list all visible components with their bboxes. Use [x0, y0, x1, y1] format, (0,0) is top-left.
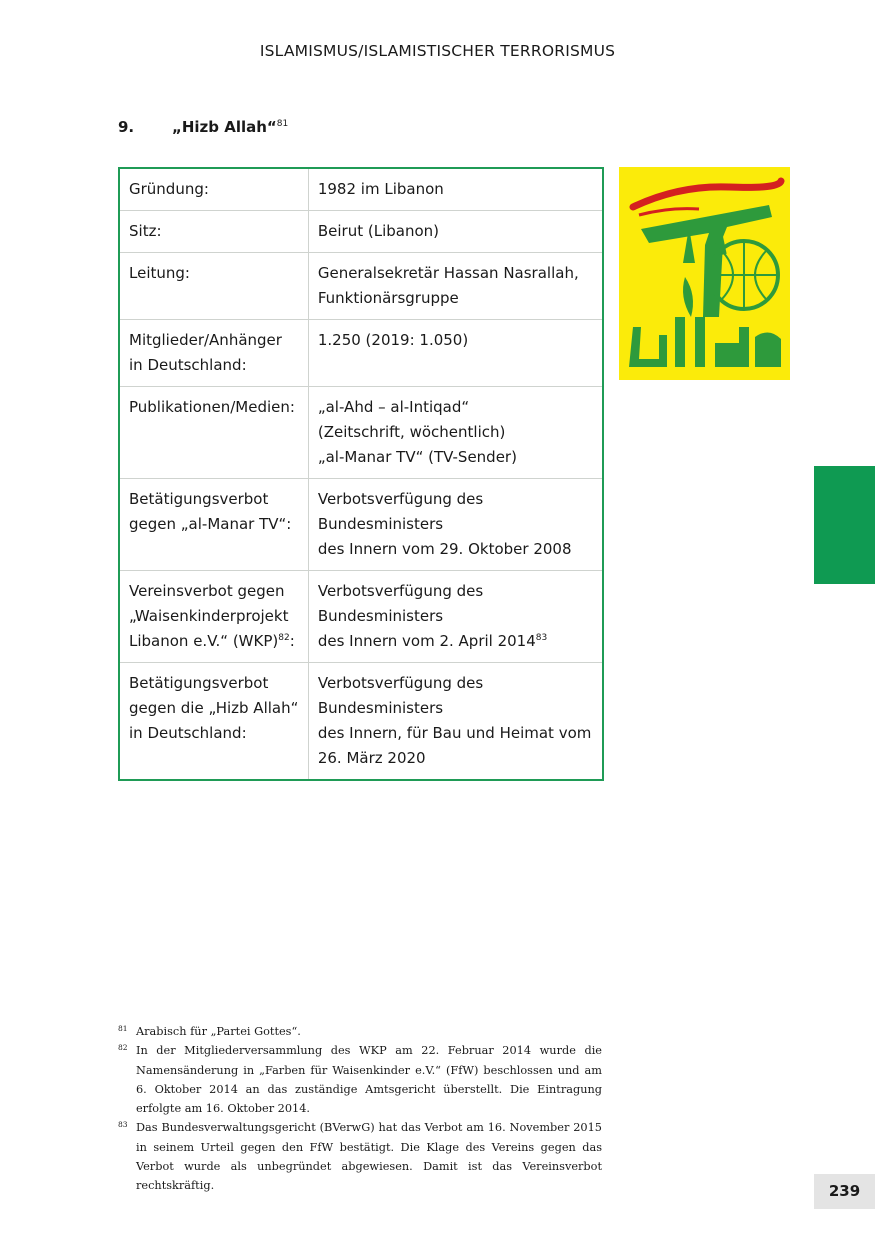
footnote-ref[interactable]: 82 [278, 633, 290, 643]
footnote [118, 1041, 602, 1118]
row-value [308, 663, 603, 781]
row-value [308, 571, 603, 663]
value-line: 26. März 2020 [317, 749, 426, 767]
page-number: 239 [814, 1174, 875, 1209]
footnote-number: 81 [118, 1024, 128, 1033]
row-value [308, 320, 603, 387]
table-row [119, 479, 603, 571]
row-value [308, 479, 603, 571]
row-value [308, 211, 603, 253]
section-title: „Hizb Allah“ [172, 118, 277, 136]
label-line: in Deutschland: [129, 724, 247, 742]
footnote [118, 1022, 602, 1041]
value-line: Verbotsverfügung des Bundesministers [317, 582, 484, 625]
label-line: Leitung: [129, 264, 190, 282]
value-line: des Innern, für Bau und Heimat vom [317, 724, 592, 742]
label-line: Libanon e.V.“ (WKP) [129, 632, 279, 650]
label-line: Mitglieder/Anhänger [129, 331, 282, 349]
row-label [119, 663, 308, 781]
fact-table [118, 167, 604, 781]
row-value [308, 253, 603, 320]
row-label [119, 168, 308, 211]
value-line: Funktionärsgruppe [317, 289, 459, 307]
flag-emblem [619, 167, 790, 380]
row-label [119, 211, 308, 253]
value-line: Verbotsverfügung des Bundesministers [317, 674, 484, 717]
label-line: in Deutschland: [129, 356, 247, 374]
table-row [119, 320, 603, 387]
footnote-number: 82 [118, 1043, 128, 1053]
value-line: „al-Manar TV“ (TV-Sender) [317, 448, 517, 466]
running-title: ISLAMISMUS/ISLAMISTISCHER TERRORISMUS [259, 42, 616, 60]
row-label [119, 253, 308, 320]
label-line: Vereinsverbot gegen [129, 582, 285, 600]
label-line: „Waisenkinderprojekt [129, 607, 289, 625]
footnote-ref[interactable]: 83 [535, 633, 548, 643]
label-line: gegen „al-Manar TV“: [129, 515, 292, 533]
value-line: 1.250 (2019: 1.050) [317, 331, 469, 349]
label-line: Gründung: [129, 180, 209, 198]
label-line: Betätigungsverbot [129, 674, 269, 692]
table-row [119, 387, 603, 479]
table-row [119, 211, 603, 253]
footnotes [118, 1022, 602, 1196]
section-number: 9. [118, 118, 135, 136]
label-line: Betätigungsverbot [129, 490, 269, 508]
table-row [119, 253, 603, 320]
hizb-allah-flag-icon [619, 167, 790, 380]
value-line: „al-Ahd – al-Intiqad“ [317, 398, 470, 416]
label-line: Sitz: [129, 222, 162, 240]
value-line: (Zeitschrift, wöchentlich) [317, 423, 506, 441]
row-value [308, 387, 603, 479]
value-line: Beirut (Libanon) [317, 222, 439, 240]
footnote-ref[interactable]: 81 [276, 119, 289, 129]
value-line: des Innern vom 2. April 2014 [317, 632, 536, 650]
table-row [119, 571, 603, 663]
footnote-text: Das Bundesverwaltungsgericht (BVerwG) hat das Verbot am 16. November 2015 in seinem Urteil gegen den FfW bestätigt. Die Klage des Vereins gegen das Verbot wurde als unbegründet abgewiesen. Damit ist das Vereinsverbot rechtskräftig. [136, 1121, 602, 1193]
footnote-number: 83 [118, 1120, 128, 1130]
label-line: Publikationen/Medien: [129, 398, 295, 416]
label-line: gegen die „Hizb Allah“ [129, 699, 299, 717]
value-line: Verbotsverfügung des Bundesministers [317, 490, 484, 533]
row-label [119, 320, 308, 387]
footnote-text: In der Mitgliederversammlung des WKP am 22. Februar 2014 wurde die Namensänderung in „Farben für Waisenkinder e.V.“ (FfW) beschlossen und am 6. Oktober 2014 an das zuständige Amtsgericht überstellt. Die Eintragung erfolgte am 16. Oktober 2014. [136, 1044, 602, 1116]
chapter-tab [814, 466, 875, 584]
value-line: des Innern vom 29. Oktober 2008 [317, 540, 572, 558]
row-label [119, 571, 308, 663]
section-heading [118, 118, 288, 136]
row-label [119, 479, 308, 571]
value-line: Generalsekretär Hassan Nasrallah, [317, 264, 579, 282]
footnote [118, 1118, 602, 1195]
value-line: 1982 im Libanon [317, 180, 444, 198]
label-suffix: : [289, 632, 295, 650]
table-row [119, 168, 603, 211]
footnote-text: Arabisch für „Partei Gottes“. [136, 1025, 301, 1038]
table-row [119, 663, 603, 781]
row-label [119, 387, 308, 479]
row-value [308, 168, 603, 211]
